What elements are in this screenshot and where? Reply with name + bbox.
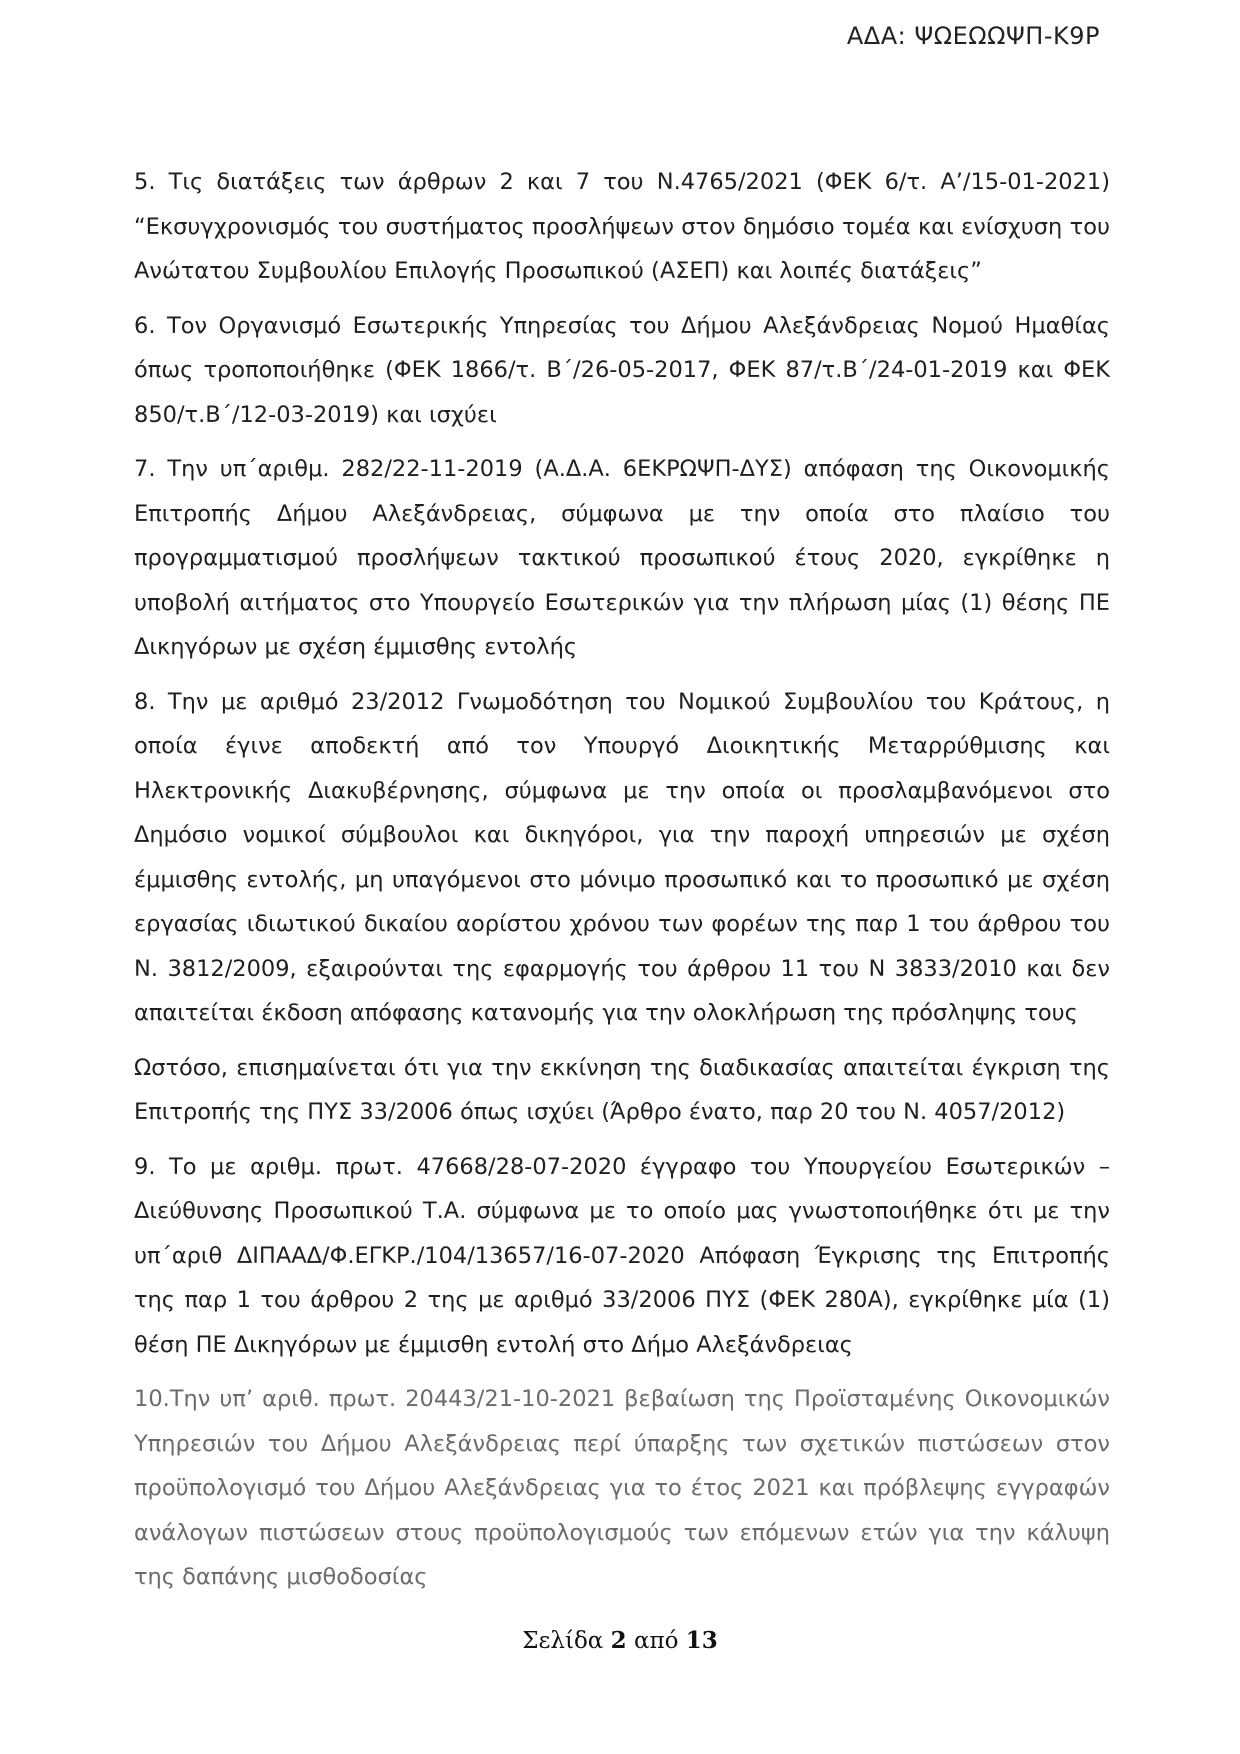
paragraph-item-10: 10.Την υπ’ αριθ. πρωτ. 20443/21-10-2021 βεβαίωση της Προϊσταμένης Οικονομικών Υπηρεσιών του Δήμου Αλεξάνδρειας περί ύπαρξης των σχετικών πιστώσεων στον προϋπολογισμό του Δήμου Αλεξάνδρειας για το έτος 2021 και πρόβλεψης εγγραφών ανάλογων πιστώσεων στους προϋπολογισμούς των επόμενων ετών για την κάλυψη της δαπάνης μισθοδοσίας: [134, 1386, 1110, 1590]
footer-current-page: 2: [610, 1627, 627, 1654]
footer-total-pages: 13: [685, 1627, 718, 1654]
paragraph-item-6: 6. Τον Οργανισμό Εσωτερικής Υπηρεσίας του Δήμου Αλεξάνδρειας Νομού Ημαθίας όπως τροποποιήθηκε (ΦΕΚ 1866/τ. Β΄/26-05-2017, ΦΕΚ 87/τ.Β΄/24-01-2019 και ΦΕΚ 850/τ.Β΄/12-03-2019) και ισχύει: [134, 312, 1110, 428]
paragraph-note: Ωστόσο, επισημαίνεται ότι για την εκκίνηση της διαδικασίας απαιτείται έγκριση της Επιτροπής της ΠΥΣ 33/2006 όπως ισχύει (Άρθρο ένατο, παρ 20 του Ν. 4057/2012): [134, 1054, 1110, 1125]
page-footer: [0, 1627, 1240, 1654]
paragraph-item-5: 5. Τις διατάξεις των άρθρων 2 και 7 του Ν.4765/2021 (ΦΕΚ 6/τ. Α’/15-01-2021) “Εκσυγχρονισμός του συστήματος προσλήψεων στον δημόσιο τομέα και ενίσχυση του Ανώτατου Συμβουλίου Επιλογής Προσωπικού (ΑΣΕΠ) και λοιπές διατάξεις”: [134, 169, 1110, 284]
paragraph-item-8: 8. Την με αριθμό 23/2012 Γνωμοδότηση του Νομικού Συμβουλίου του Κράτους, η οποία έγινε αποδεκτή από τον Υπουργό Διοικητικής Μεταρρύθμισης και Ηλεκτρονικής Διακυβέρνησης, σύμφωνα με την οποία οι προσλαμβανόμενοι στο Δημόσιο νομικοί σύμβουλοι και δικηγόροι, για την παροχή υπηρεσιών με σχέση έμμισθης εντολής, μη υπαγόμενοι στο μόνιμο προσωπικό και το προσωπικό με σχέση εργασίας ιδιωτικού δικαίου αορίστου χρόνου των φορέων της παρ 1 του άρθρου του Ν. 3812/2009, εξαιρούνται της εφαρμογής του άρθρου 11 του Ν 3833/2010 και δεν απαιτείται έκδοση απόφασης κατανομής για την ολοκλήρωση της πρόσληψης τους: [134, 688, 1110, 1026]
paragraph-item-9: 9. Το με αριθμ. πρωτ. 47668/28-07-2020 έγγραφο του Υπουργείου Εσωτερικών – Διεύθυνσης Προσωπικού Τ.Α. σύμφωνα με το οποίο μας γνωστοποιήθηκε ότι με την υπ΄αριθ ΔΙΠΑΑΔ/Φ.ΕΓΚΡ./104/13657/16-07-2020 Απόφαση Έγκρισης της Επιτροπής της παρ 1 του άρθρου 2 της με αριθμό 33/2006 ΠΥΣ (ΦΕΚ 280Α), εγκρίθηκε μία (1) θέση ΠΕ Δικηγόρων με έμμισθη εντολή στο Δήμο Αλεξάνδρειας: [134, 1153, 1110, 1358]
ada-code: ΑΔΑ: ΨΩΕΩΩΨΠ-Κ9Ρ: [846, 22, 1100, 50]
footer-of-label: από: [633, 1628, 679, 1654]
paragraph-item-7: 7. Την υπ΄αριθμ. 282/22-11-2019 (Α.Δ.Α. 6ΕΚΡΩΨΠ-ΔΥΣ) απόφαση της Οικονομικής Επιτροπής Δήμου Αλεξάνδρειας, σύμφωνα με την οποία στο πλαίσιο του προγραμματισμού προσλήψεων τακτικού προσωπικού έτους 2020, εγκρίθηκε η υποβολή αιτήματος στο Υπουργείο Εσωτερικών για την πλήρωση μίας (1) θέσης ΠΕ Δικηγόρων με σχέση έμμισθης εντολής: [134, 456, 1110, 660]
document-body: [134, 160, 1110, 1610]
footer-page-label: Σελίδα: [522, 1628, 604, 1654]
